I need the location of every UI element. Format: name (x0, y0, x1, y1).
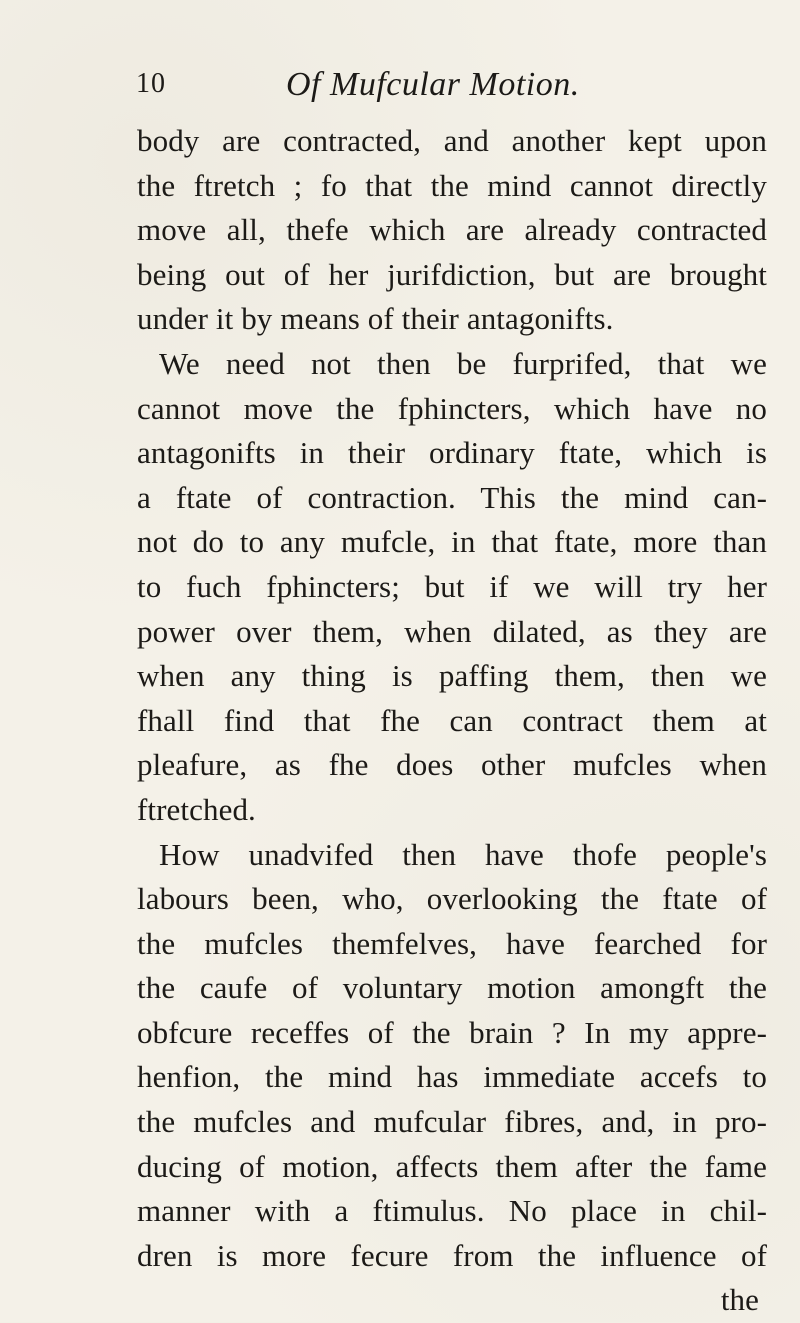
text-line: fhall find that fhe can contract them at (137, 702, 767, 738)
text-line: henfion, the mind has immediate accefs to (137, 1059, 767, 1095)
text-line: not do to any mufcle, in that ftate, more than (137, 524, 767, 560)
page-header (136, 68, 756, 108)
text-line: obfcure receffes of the brain ? In my appre- (137, 1014, 767, 1050)
text-line: labours been, who, overlooking the ftate of (137, 881, 767, 917)
running-head: Of Mufcular Motion. (286, 66, 580, 103)
text-line: power over them, when dilated, as they are (137, 613, 767, 649)
text-line: move all, thefe which are already contracted (137, 212, 767, 248)
text-line: body are contracted, and another kept upon (137, 123, 767, 158)
text-line: ducing of motion, affects them after the fame (137, 1148, 767, 1184)
text-line: a ftate of contraction. This the mind can- (137, 479, 767, 515)
text-line: cannot move the fphincters, which have no (137, 390, 767, 426)
catchword: the (720, 1282, 759, 1318)
text-line: How unadvifed then have thofe people's (159, 836, 767, 872)
text-line: to fuch fphincters; but if we will try her (137, 568, 767, 604)
text-line: manner with a ftimulus. No place in chil- (137, 1193, 767, 1229)
text-line: the mufcles and mufcular fibres, and, in pro- (137, 1104, 767, 1140)
text-line: the mufcles themfelves, have fearched for (137, 925, 767, 961)
text-line: when any thing is paffing them, then we (137, 658, 767, 694)
text-line: the ftretch ; fo that the mind cannot directly (137, 167, 767, 203)
text-line: ftretched. (137, 791, 256, 827)
text-line: dren is more fecure from the influence of (137, 1237, 767, 1273)
body-text (137, 119, 767, 1323)
text-line: We need not then be furprifed, that we (159, 345, 767, 381)
text-line: the caufe of voluntary motion amongft the (137, 970, 767, 1006)
text-line: antagonifts in their ordinary ftate, which is (137, 435, 767, 471)
text-line: being out of her jurifdiction, but are brought (137, 256, 767, 292)
text-line: under it by means of their antagonifts. (137, 301, 614, 337)
text-line: pleafure, as fhe does other mufcles when (137, 747, 767, 783)
page-number: 10 (136, 68, 166, 99)
